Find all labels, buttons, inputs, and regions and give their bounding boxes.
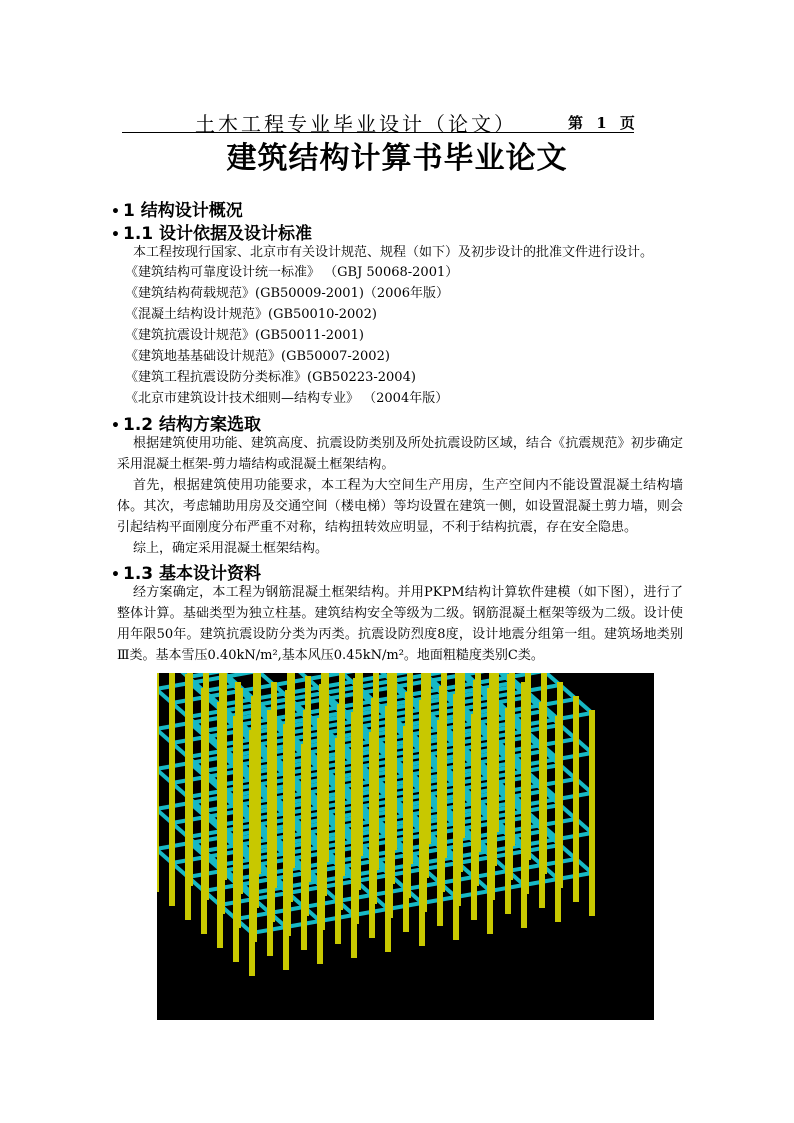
document-title: 建筑结构计算书毕业论文: [226, 141, 568, 176]
frame-model-render: [157, 673, 654, 1020]
section-heading-1-3: [111, 559, 261, 584]
paragraph: 综上，确定采用混凝土框架结构。: [133, 541, 329, 556]
reference-item: 《建筑结构可靠度设计统一标准》 （GBJ 50068-2001）: [125, 265, 459, 280]
bullet-icon: •: [111, 227, 120, 243]
section-heading-1-2: [111, 410, 261, 435]
reference-item: 《北京市建筑设计技术细则—结构专业》 （2004年版）: [125, 391, 449, 406]
structure-model-figure: [157, 673, 654, 1020]
section-heading-text: 1.3 基本设计资料: [123, 564, 262, 584]
reference-item: 《建筑结构荷载规范》(GB50009-2001)（2006年版）: [125, 286, 449, 301]
page-number: 第 1 页: [568, 114, 639, 132]
bullet-icon: •: [111, 204, 120, 220]
reference-item: 《建筑地基基础设计规范》(GB50007-2002): [125, 349, 390, 364]
section-heading-1-1: [111, 219, 312, 244]
header-title: 土木工程专业毕业设计（论文）: [195, 112, 517, 136]
paragraph: 经方案确定，本工程为钢筋混凝土框架结构。并用PKPM结构计算软件建模（如下图），进行了整体计算。基础类型为独立柱基。建筑结构安全等级为二级。钢筋混凝土框架等级为二级。设计使用年限50年。建筑抗震设防分类为丙类。抗震设防烈度8度，设计地震分组第一组。建筑场地类别Ⅲ类。基本雪压0.40kN/m²,基本风压0.45kN/m²。地面粗糙度类别C类。: [117, 585, 683, 663]
paragraph: 本工程按现行国家、北京市有关设计规范、规程（如下）及初步设计的批准文件进行设计。: [133, 245, 654, 260]
section-heading-text: 1.1 设计依据及设计标准: [123, 224, 313, 244]
bullet-icon: •: [111, 418, 120, 434]
paragraph: 首先，根据建筑使用功能要求，本工程为大空间生产用房，生产空间内不能设置混凝土结构墙体。其次，考虑辅助用房及交通空间（楼电梯）等均设置在建筑一侧，如设置混凝土剪力墙，则会引起结构平面刚度分布严重不对称，结构扭转效应明显，不利于结构抗震，存在安全隐患。: [117, 478, 683, 535]
bullet-icon: •: [111, 567, 120, 583]
reference-item: 《混凝土结构设计规范》(GB50010-2002): [125, 307, 377, 322]
paragraph: 根据建筑使用功能、建筑高度、抗震设防类别及所处抗震设防区域，结合《抗震规范》初步确定采用混凝土框架-剪力墙结构或混凝土框架结构。: [117, 436, 683, 472]
section-heading-1: [111, 196, 243, 221]
reference-item: 《建筑抗震设计规范》(GB50011-2001): [125, 328, 364, 343]
reference-item: 《建筑工程抗震设防分类标准》(GB50223-2004): [125, 370, 416, 385]
section-heading-text: 1.2 结构方案选取: [123, 415, 262, 435]
section-heading-text: 1 结构设计概况: [123, 201, 243, 221]
